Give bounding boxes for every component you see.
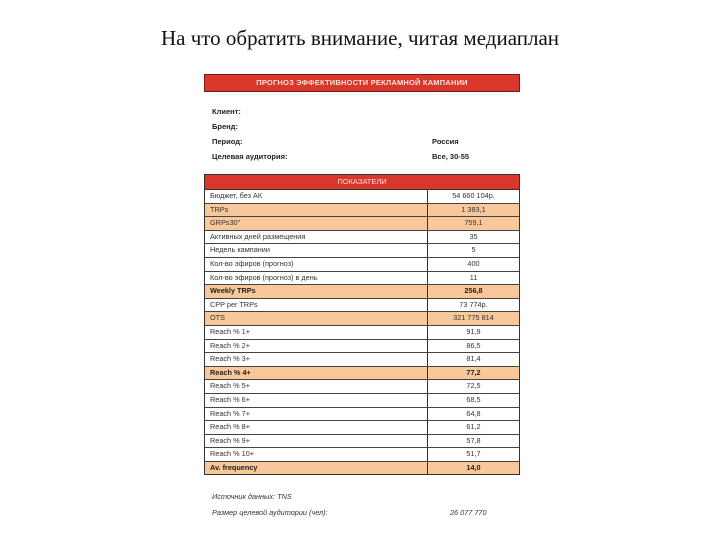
table-row	[205, 340, 519, 354]
table-row	[205, 231, 519, 245]
metric-value: 759,1	[464, 218, 483, 228]
metric-value: 54 660 104р.	[452, 191, 495, 200]
table-row	[205, 258, 519, 272]
metric-value: 321 775 814	[453, 313, 494, 323]
table-row	[205, 367, 519, 381]
metric-label: GRPs30"	[205, 217, 428, 230]
metric-label: TRPs	[205, 204, 428, 217]
metric-label: Бюджет, без АК	[205, 190, 428, 203]
metric-label: Кол-во эфиров (прогноз) в день	[205, 272, 428, 285]
metric-label: Reach % 2+	[205, 340, 428, 353]
info-label: Период:	[212, 137, 243, 146]
table-row	[205, 326, 519, 340]
metric-value: 51,7	[466, 449, 481, 459]
info-value	[432, 104, 520, 119]
table-row	[205, 299, 519, 313]
info-value: Россия	[432, 137, 459, 146]
metrics-table-body	[205, 190, 519, 474]
document-banner: ПРОГНОЗ ЭФФЕКТИВНОСТИ РЕКЛАМНОЙ КАМПАНИИ	[204, 74, 520, 92]
metric-label: Reach % 4+	[205, 367, 428, 380]
metric-label: CPP per TRPs	[205, 299, 428, 312]
metric-value: 77,2	[466, 367, 481, 377]
table-row	[205, 394, 519, 408]
metric-value: 5	[471, 245, 476, 255]
table-row	[205, 272, 519, 286]
note-row	[212, 489, 520, 505]
metric-label: Кол-во эфиров (прогноз)	[205, 258, 428, 271]
metric-value: 57,8	[466, 435, 481, 445]
table-row	[205, 462, 519, 475]
table-row	[205, 380, 519, 394]
metric-label: Reach % 5+	[205, 380, 428, 393]
table-row	[205, 190, 519, 204]
metric-label: Reach % 6+	[205, 394, 428, 407]
table-row	[205, 435, 519, 449]
table-row	[205, 448, 519, 462]
table-row	[205, 353, 519, 367]
metric-value: 68,5	[466, 394, 481, 404]
note-value: 26 077 770	[450, 508, 487, 518]
metric-label: Reach % 8+	[205, 421, 428, 434]
info-value	[432, 119, 520, 134]
metrics-table-header: ПОКАЗАТЕЛИ	[205, 175, 519, 190]
metric-label: Reach % 1+	[205, 326, 428, 339]
note-label: Источник данных: TNS	[212, 492, 292, 502]
metric-value: 81,4	[466, 354, 481, 364]
metric-value: 72,5	[466, 381, 481, 391]
metric-label: Reach % 7+	[205, 408, 428, 421]
metric-value: 64,8	[466, 408, 481, 418]
media-plan-document	[204, 74, 520, 521]
note-row	[212, 505, 520, 521]
campaign-info	[204, 104, 520, 164]
metric-value: 73 774р.	[459, 299, 488, 309]
metric-value: 400	[467, 258, 480, 268]
metric-value: 91,9	[466, 326, 481, 336]
note-label: Размер целевой аудитории (чел):	[212, 508, 328, 518]
table-row	[205, 408, 519, 422]
metric-label: Активных дней размещения	[205, 231, 428, 244]
metric-label: Reach % 10+	[205, 448, 428, 461]
metric-value: 86,5	[466, 340, 481, 350]
metric-value: 35	[469, 231, 478, 241]
footnotes	[204, 489, 520, 521]
table-row	[205, 312, 519, 326]
info-value: Все, 30-55	[432, 152, 470, 161]
metric-value: 14,0	[466, 462, 481, 472]
metric-value: 11	[469, 272, 478, 282]
info-row	[212, 104, 520, 119]
info-row	[212, 149, 520, 164]
metric-value: 61,2	[466, 422, 481, 432]
info-row	[212, 134, 520, 149]
info-row	[212, 119, 520, 134]
metric-label: Weekly TRPs	[205, 285, 428, 298]
info-label: Бренд:	[212, 122, 238, 131]
metric-label: Недель кампании	[205, 244, 428, 257]
table-row	[205, 217, 519, 231]
info-label: Целевая аудитория:	[212, 152, 288, 161]
metric-value: 1 383,1	[461, 204, 486, 214]
metrics-table	[204, 174, 520, 475]
info-label: Клиент:	[212, 107, 241, 116]
slide-title: На что обратить внимание, читая медиаплан	[160, 26, 560, 50]
metric-label: OTS	[205, 312, 428, 325]
table-row	[205, 204, 519, 218]
metric-value: 256,8	[464, 286, 483, 296]
table-row	[205, 285, 519, 299]
metric-label: Reach % 9+	[205, 435, 428, 448]
metric-label: Reach % 3+	[205, 353, 428, 366]
metric-label: Av. frequency	[205, 462, 428, 475]
table-row	[205, 421, 519, 435]
table-row	[205, 244, 519, 258]
